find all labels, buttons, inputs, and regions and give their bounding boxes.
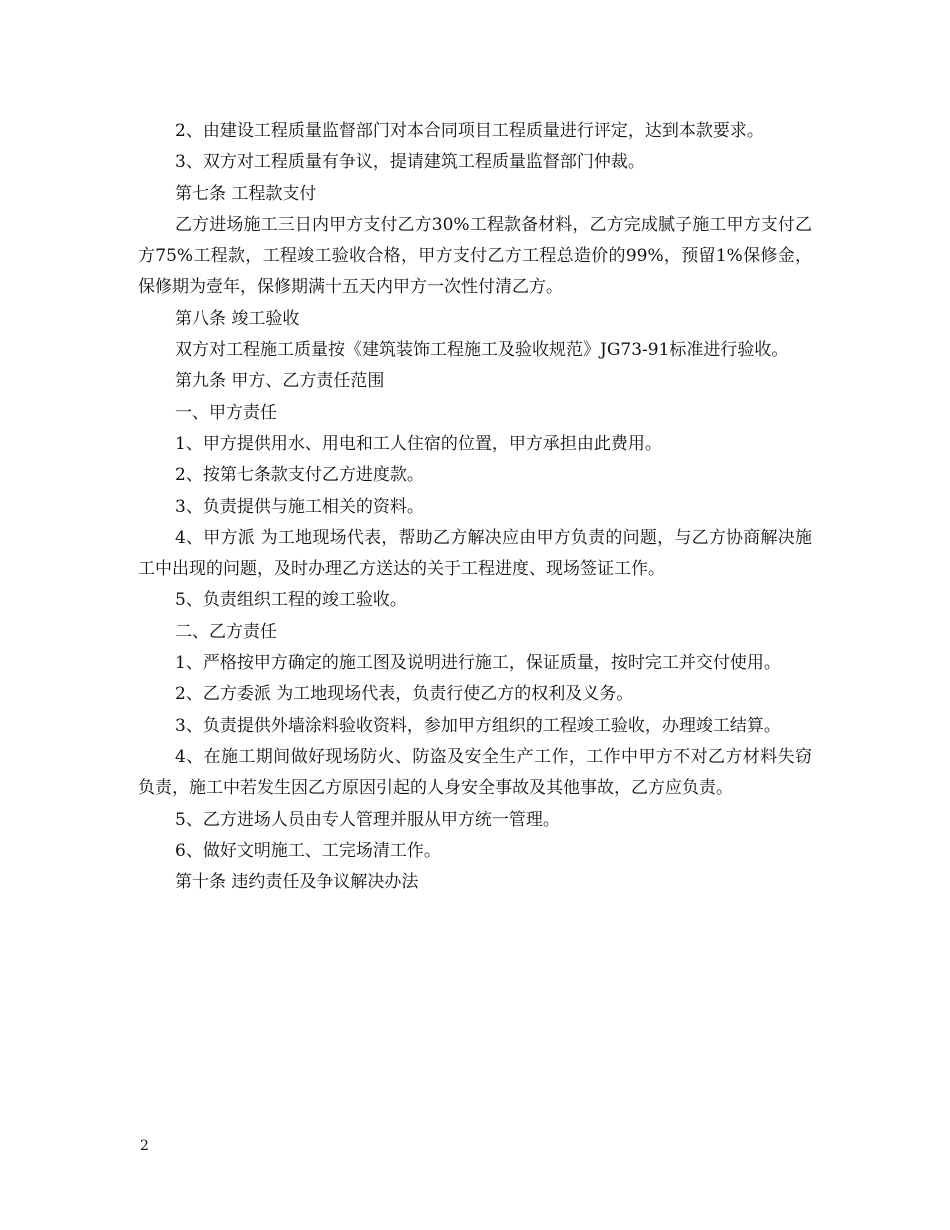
party-a-item-2: 2、按第七条款支付乙方进度款。 xyxy=(175,465,424,486)
party-b-item-4: 4、在施工期间做好现场防火、防盗及安全生产工作，工作中甲方不对乙方材料失窃负责，施工中若发生因乙方原因引起的人身安全事故及其他事故，乙方应负责。 xyxy=(138,746,812,799)
article-8-acceptance-standard: 双方对工程施工质量按《建筑装饰工程施工及验收规范》JG73-91标准进行验收。 xyxy=(175,340,789,361)
party-b-item-2: 2、乙方委派 为工地现场代表，负责行使乙方的权利及义务。 xyxy=(175,684,634,705)
clause-quality-evaluation: 2、由建设工程质量监督部门对本合同项目工程质量进行评定，达到本款要求。 xyxy=(175,121,764,141)
article-7-payment-terms: 乙方进场施工三日内甲方支付乙方30%工程款备材料，乙方完成腻子施工甲方支付乙方75%工程款，工程竣工验收合格，甲方支付乙方工程总造价的99%，预留1%保修金，保修期为壹年，保修期满十五天内甲方一次性付清乙方。 xyxy=(138,214,812,298)
party-b-item-1: 1、严格按甲方确定的施工图及说明进行施工，保证质量，按时完工并交付使用。 xyxy=(175,653,781,674)
contract-body xyxy=(138,116,812,898)
party-a-item-5: 5、负责组织工程的竣工验收。 xyxy=(175,590,407,611)
party-a-item-3: 3、负责提供与施工相关的资料。 xyxy=(175,496,424,517)
party-a-responsibilities-heading: 一、甲方责任 xyxy=(175,402,277,423)
party-a-item-1: 1、甲方提供用水、用电和工人住宿的位置，甲方承担由此费用。 xyxy=(175,433,662,454)
party-b-item-5: 5、乙方进场人员由专人管理并服从甲方统一管理。 xyxy=(175,809,560,830)
party-b-item-3: 3、负责提供外墙涂料验收资料，参加甲方组织的工程竣工验收，办理竣工结算。 xyxy=(175,715,781,736)
article-7-heading: 第七条 工程款支付 xyxy=(175,183,317,204)
party-b-responsibilities-heading: 二、乙方责任 xyxy=(175,621,277,642)
article-8-heading: 第八条 竣工验收 xyxy=(175,308,300,329)
clause-quality-dispute: 3、双方对工程质量有争议，提请建筑工程质量监督部门仲裁。 xyxy=(175,152,645,173)
article-10-heading: 第十条 违约责任及争议解决办法 xyxy=(175,872,419,893)
article-9-heading: 第九条 甲方、乙方责任范围 xyxy=(175,371,385,392)
page-number: 2 xyxy=(140,1138,149,1154)
party-b-item-6: 6、做好文明施工、工完场清工作。 xyxy=(175,840,441,861)
party-a-item-4: 4、甲方派 为工地现场代表，帮助乙方解决应由甲方负责的问题，与乙方协商解决施工中出现的问题，及时办理乙方送达的关于工程进度、现场签证工作。 xyxy=(138,527,812,580)
